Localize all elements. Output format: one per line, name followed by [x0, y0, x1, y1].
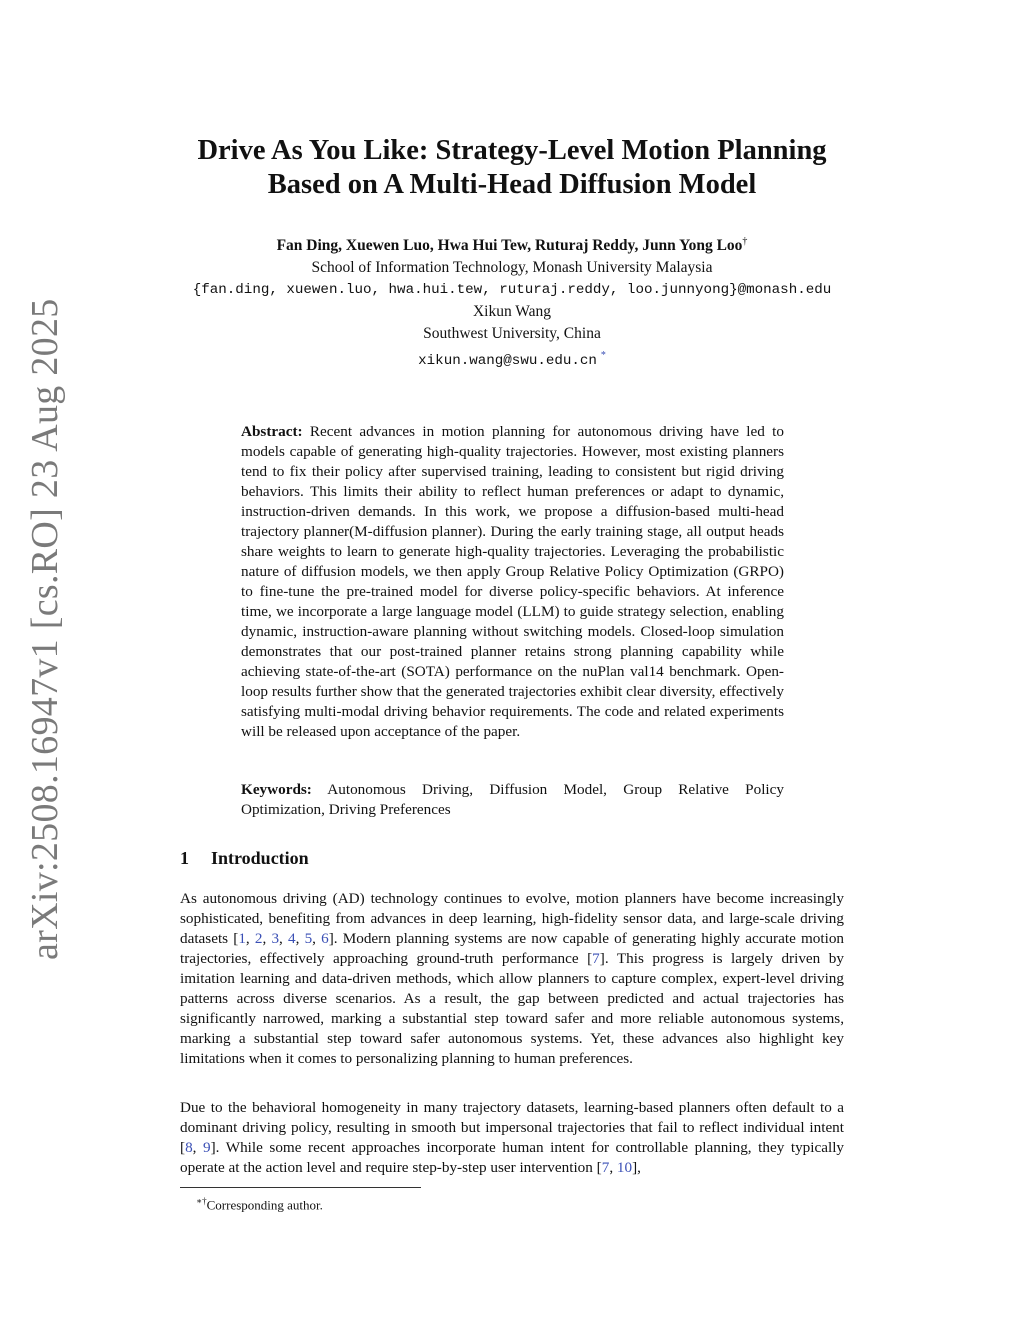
citation-separator: , [609, 1159, 617, 1176]
arxiv-identifier-stamp[interactable]: arXiv:2508.16947v1 [cs.RO] 23 Aug 2025 [24, 298, 66, 960]
citation-separator: , [262, 930, 272, 947]
citation-link[interactable]: 7 [592, 950, 600, 967]
author-names: Fan Ding, Xuewen Luo, Hwa Hui Tew, Ruturaj Reddy, Junn Yong Loo [276, 237, 743, 255]
author-email-swu[interactable]: xikun.wang@swu.edu.cn [418, 353, 597, 370]
citation-link[interactable]: 2 [254, 930, 263, 947]
citation-separator: , [295, 930, 305, 947]
intro-p1-text-b: ]. Modern planning systems are now capable of generating highly accurate motion trajectories, effectively approaching ground-truth performance [ [180, 930, 845, 967]
citation-link[interactable]: 7 [601, 1159, 610, 1176]
corresponding-star-mark[interactable]: * [600, 350, 606, 362]
footnote-text: Corresponding author. [206, 1197, 323, 1213]
citation-separator: , [312, 930, 322, 947]
affiliation-monash: School of Information Technology, Monash University Malaysia [311, 259, 713, 277]
author-emails-monash[interactable]: {fan.ding, xuewen.luo, hwa.hui.tew, ruturaj.reddy, loo.junnyong}@monash.edu [192, 282, 832, 299]
citation-link[interactable]: 4 [288, 930, 296, 947]
title-line-1: Drive As You Like: Strategy-Level Motion Planning [197, 135, 827, 166]
section-title: Introduction [211, 848, 309, 868]
citation-separator: , [192, 1139, 204, 1156]
footnote-mark: ∗† [196, 1196, 207, 1206]
citation-separator: , [245, 930, 255, 947]
author-names-line [150, 231, 874, 257]
title-line-2: Based on A Multi-Head Diffusion Model [267, 169, 757, 200]
dagger-mark: † [742, 236, 748, 247]
section-heading-introduction [180, 846, 309, 870]
intro-p2-text-c: ], [632, 1159, 641, 1176]
footnote-divider [180, 1187, 421, 1188]
citation-link[interactable]: 6 [321, 930, 329, 947]
affiliation-swu: Southwest University, China [423, 325, 601, 343]
footnote [196, 1192, 323, 1214]
abstract-text: Recent advances in motion planning for autonomous driving have led to models capable of generating high-quality trajectories. However, most existing planners tend to fix their policy after supervised training, leading to consistent but rigid driving behaviors. This limits their ability to reflect human preferences or adapt to dynamic, instruction-driven demands. In this work, we propose a diffusion-based multi-head trajectory planner(M-diffusion planner). During the early training stage, all output heads share weights to learn to generate high-quality trajectories. Leveraging the probabilistic nature of diffusion models, we then apply Group Relative Policy Optimization (GRPO) to fine-tune the pre-trained model for diverse policy-specific behaviors. At inference time, we incorporate a large language model (LLM) to guide strategy selection, enabling dynamic, instruction-aware planning without switching models. Closed-loop simulation demonstrates that our post-trained planner retains strong planning capability while achieving state-of-the-art (SOTA) performance on the nuPlan val14 benchmark. Open-loop results further show that the generated trajectories exhibit clear diversity, effectively satisfying multi-modal driving behavior requirements. The code and related experiments will be released upon acceptance of the paper. [241, 423, 784, 740]
author-name-second: Xikun Wang [472, 303, 552, 321]
paper-title [120, 134, 904, 202]
intro-p2-text-b: ]. While some recent approaches incorporate human intent for controllable planning, they typically operate at the action level and require step-by-step user intervention [ [180, 1139, 845, 1176]
intro-paragraph-2 [180, 1098, 844, 1178]
keywords-text: Autonomous Driving, Diffusion Model, Group Relative Policy Optimization, Driving Preferences [241, 781, 784, 818]
citation-link[interactable]: 3 [271, 930, 280, 947]
abstract [241, 422, 784, 742]
section-number: 1 [180, 848, 189, 868]
intro-paragraph-1 [180, 889, 844, 1069]
keywords-label: Keywords: [241, 781, 312, 798]
citation-link[interactable]: 9 [203, 1139, 211, 1156]
intro-p1-text-a: As autonomous driving (AD) technology continues to evolve, motion planners have become increasingly sophisticated, benefiting from advances in deep learning, high-fidelity sensor data, and large-scale driving datasets [ [180, 890, 844, 947]
intro-p1-text-c: ]. This progress is largely driven by imitation learning and data-driven methods, which allow planners to capture complex, expert-level driving patterns across diverse scenarios. As a result, the gap between predicted and actual trajectories has significantly narrowed, marking a substantial step toward safer and more reliable autonomous systems, marking a substantial step toward safer autonomous systems. Yet, these advances also highlight key limitations when it comes to personalizing planning to human preferences. [180, 950, 844, 1067]
citation-link[interactable]: 10 [616, 1159, 633, 1176]
citation-link[interactable]: 8 [185, 1139, 193, 1156]
abstract-label: Abstract: [241, 423, 303, 440]
email-line-swu [150, 345, 874, 372]
citation-link[interactable]: 1 [238, 930, 246, 947]
citation-separator: , [279, 930, 288, 947]
keywords [241, 780, 784, 820]
intro-p2-text-a: Due to the behavioral homogeneity in many trajectory datasets, learning-based planners often default to a dominant driving policy, resulting in smooth but impersonal trajectories that fail to reflect individual intent [ [180, 1099, 844, 1156]
citation-link[interactable]: 5 [304, 930, 313, 947]
author-block [150, 231, 874, 372]
